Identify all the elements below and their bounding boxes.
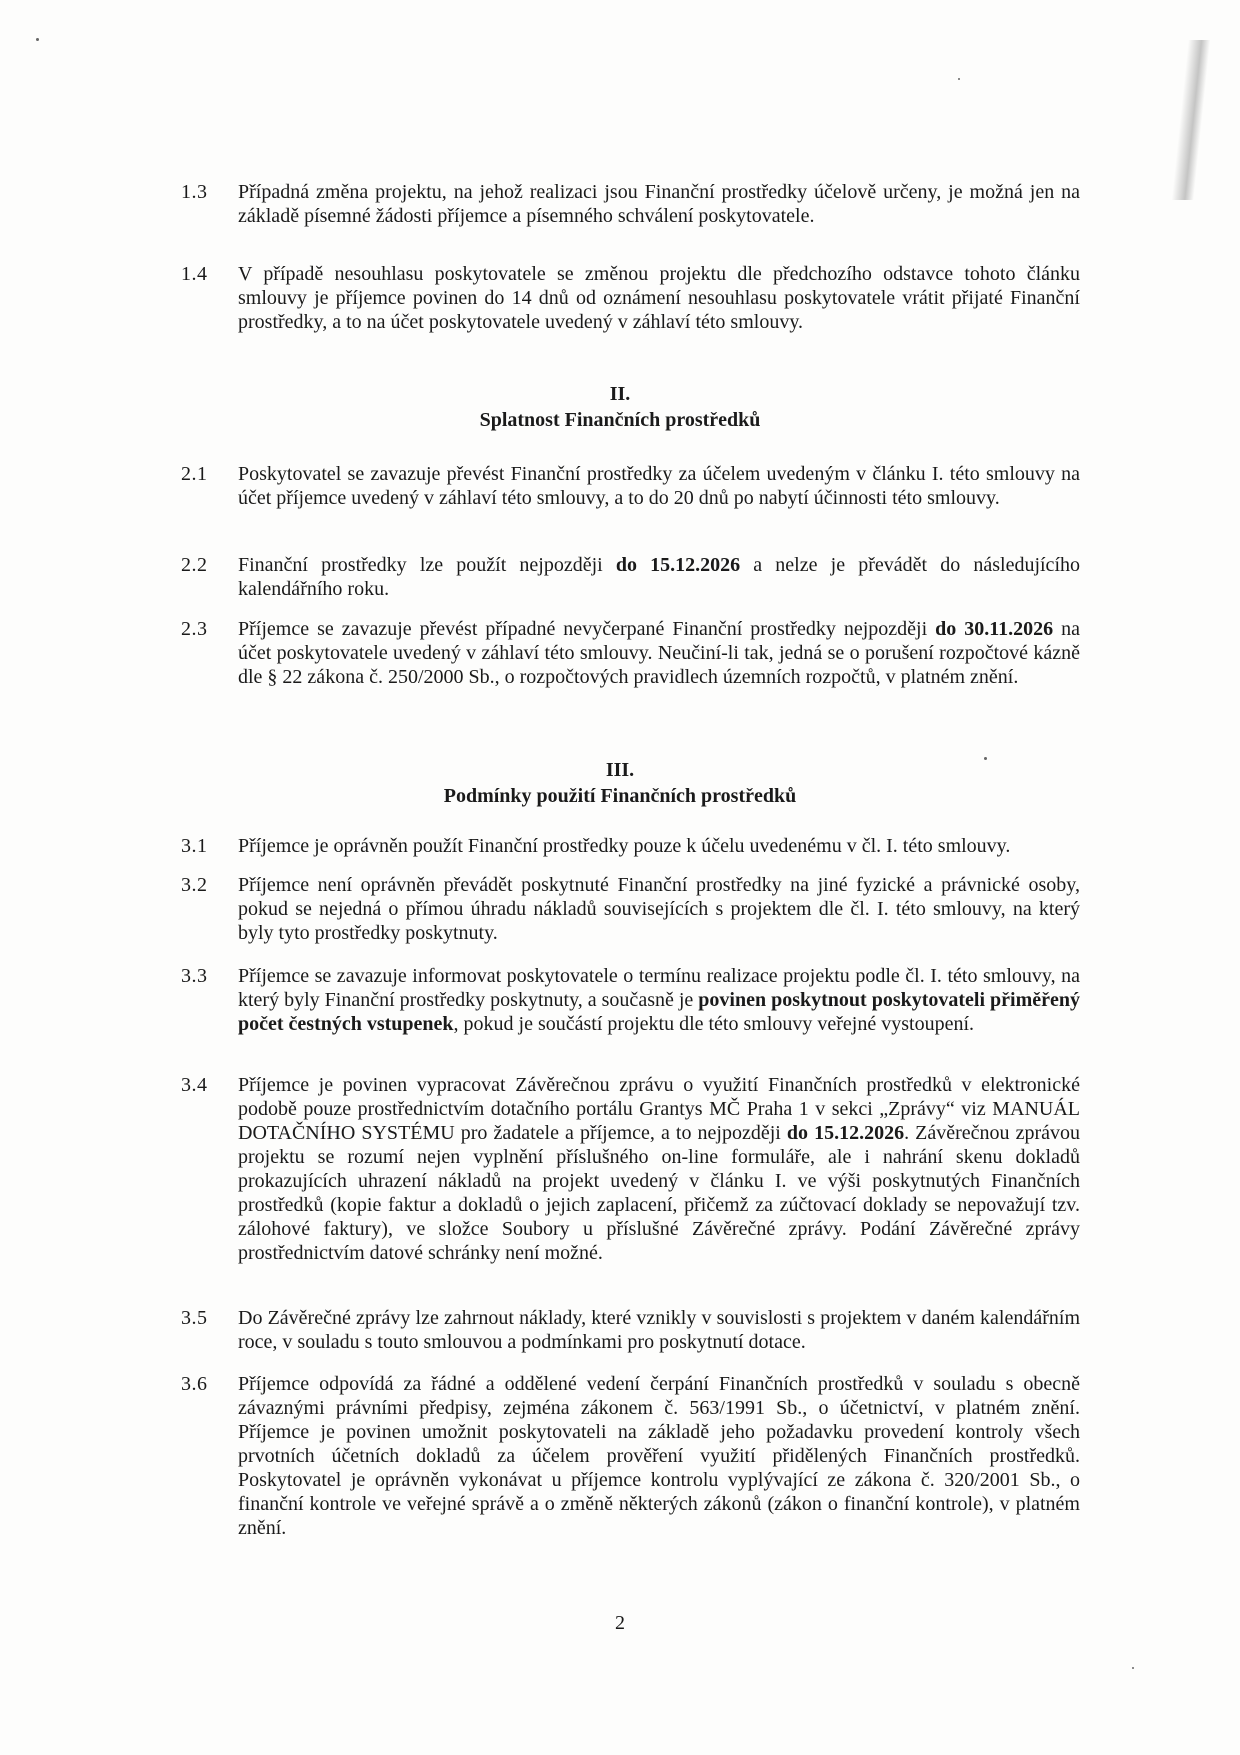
clause-text bbox=[238, 834, 1080, 858]
clause-text-run: Příjemce se zavazuje informovat poskytovatele o termínu realizace projektu podle čl. I. této smlouvy, na který byly Finanční prostředky poskytnuty, a současně je bbox=[238, 965, 1080, 1011]
clause-text bbox=[238, 1073, 1080, 1265]
clause-paragraph bbox=[238, 1073, 1080, 1265]
clause-paragraph: V případě nesouhlasu poskytovatele se změnou projektu dle předchozího odstavce tohoto článku smlouvy je příjemce povinen do 14 dnů od oznámení nesouhlasu poskytovatele vrátit přijaté Finanční prostředky, a to na účet poskytovatele uvedený v záhlaví této smlouvy. bbox=[238, 263, 1080, 333]
scan-speck bbox=[36, 38, 39, 41]
clause-number: 3.5 bbox=[181, 1307, 208, 1329]
scan-edge-shadow bbox=[1172, 40, 1211, 200]
clause-text bbox=[238, 180, 1080, 228]
clause-paragraph: Příjemce není oprávněn převádět poskytnuté Finanční prostředky na jiné fyzické a právnické osoby, pokud se nejedná o přímou úhradu nákladů souvisejících s projektem dle čl. I. této smlouvy, na který byly tyto prostředky poskytnuty. bbox=[238, 874, 1080, 944]
clause-text-run: Příjemce se zavazuje převést případné nevyčerpané Finanční prostředky nejpozději bbox=[238, 618, 936, 640]
deadline-date: do 15.12.2026 bbox=[786, 1122, 905, 1144]
clause-number: 1.3 bbox=[181, 181, 208, 203]
clause-number: 3.6 bbox=[181, 1373, 208, 1395]
clause-text bbox=[238, 262, 1080, 334]
section-title: Splatnost Finančních prostředků bbox=[479, 409, 761, 431]
section-roman-numeral: III. bbox=[605, 759, 635, 781]
clause-text-run: , pokud je součástí projektu dle této smlouvy veřejné vystoupení. bbox=[453, 1013, 975, 1035]
clause-text-run: Příjemce je povinen vypracovat Závěrečnou zprávu o využití Finančních prostředků v elektronické podobě pouze prostřednictvím dotačního portálu Grantys MČ Praha 1 v sekci „Zprávy“ viz MANUÁL DOTAČNÍHO SYSTÉMU pro žadatele a příjemce, a to nejpozději bbox=[238, 1074, 1080, 1144]
scan-speck bbox=[958, 78, 960, 80]
page-number: 2 bbox=[615, 1612, 625, 1634]
clause-number: 2.3 bbox=[181, 618, 208, 640]
clause-number: 3.4 bbox=[181, 1074, 208, 1096]
deadline-date: do 30.11.2026 bbox=[935, 618, 1054, 640]
clause-number: 2.1 bbox=[181, 463, 208, 485]
clause-number: 2.2 bbox=[181, 554, 208, 576]
clause-text bbox=[238, 617, 1080, 689]
clause-number: 1.4 bbox=[181, 263, 208, 285]
bold-obligation: povinen poskytnout poskytovateli přiměřený počet čestných vstupenek bbox=[238, 989, 1081, 1035]
deadline-date: do 15.12.2026 bbox=[615, 554, 741, 576]
clause-text bbox=[238, 1372, 1080, 1540]
clause-paragraph bbox=[238, 964, 1080, 1036]
section-roman-numeral: II. bbox=[609, 383, 631, 405]
clause-paragraph: Příjemce odpovídá za řádné a oddělené vedení čerpání Finančních prostředků v souladu s obecně závaznými právními předpisy, zejména zákonem č. 563/1991 Sb., o účetnictví, v platném znění. Příjemce je povinen umožnit poskytovateli na základě jeho požadavku provedení kontroly všech prvotních účetních dokladů za účelem prověření využití přidělených Finančních prostředků. Poskytovatel je oprávněn vykonávat u příjemce kontrolu vyplývající ze zákona č. 320/2001 Sb., o finanční kontrole ve veřejné správě a o změně některých zákonů (zákon o finanční kontrole), v platném znění. bbox=[238, 1373, 1080, 1539]
clause-text-run: Finanční prostředky lze použít nejpozději bbox=[238, 554, 616, 576]
clause-paragraph: Do Závěrečné zprávy lze zahrnout náklady, které vznikly v souvislosti s projektem v daném kalendářním roce, v souladu s touto smlouvou a podmínkami pro poskytnutí dotace. bbox=[238, 1307, 1080, 1353]
clause-paragraph: Případná změna projektu, na jehož realizaci jsou Finanční prostředky účelově určeny, je možná jen na základě písemné žádosti příjemce a písemného schválení poskytovatele. bbox=[238, 181, 1080, 227]
clause-text-run: . Závěrečnou zprávou projektu se rozumí nejen vyplnění příslušného on-line formuláře, ale i nahrání skenu dokladů prokazujících uhrazení nákladů na projekt uvedený v článku I. ve výši poskytnutých Finančních prostředků (kopie faktur a dokladů o jejich zaplacení, přičemž za zúčtovací doklady se nepovažují tzv. zálohové faktury), ve složce Soubory u příslušné Závěrečné zprávy. Podání Závěrečné zprávy prostřednictvím datové schránky není možné. bbox=[238, 1122, 1080, 1264]
clause-number: 3.1 bbox=[181, 835, 208, 857]
clause-text bbox=[238, 1306, 1080, 1354]
clause-text-run: na účet poskytovatele uvedený v záhlaví této smlouvy. Neučiní-li tak, jedná se o porušení rozpočtové kázně dle § 22 zákona č. 250/2000 Sb., o rozpočtových pravidlech územních rozpočtů, v platném znění. bbox=[238, 618, 1080, 688]
clause-paragraph bbox=[238, 553, 1080, 601]
clause-text bbox=[238, 964, 1080, 1036]
scan-speck bbox=[1132, 1667, 1134, 1669]
clause-paragraph: Poskytovatel se zavazuje převést Finanční prostředky za účelem uvedeným v článku I. této smlouvy na účet příjemce uvedený v záhlaví této smlouvy, a to do 20 dnů po nabytí účinnosti této smlouvy. bbox=[238, 463, 1080, 509]
section-title: Podmínky použití Finančních prostředků bbox=[443, 785, 797, 807]
clause-paragraph: Příjemce je oprávněn použít Finanční prostředky pouze k účelu uvedenému v čl. I. této smlouvy. bbox=[238, 835, 1011, 857]
clause-paragraph bbox=[238, 617, 1080, 689]
clause-number: 3.3 bbox=[181, 965, 208, 987]
clause-text-run: a nelze je převádět do následujícího kalendářního roku. bbox=[238, 554, 1080, 600]
clause-number: 3.2 bbox=[181, 874, 208, 896]
clause-text bbox=[238, 873, 1080, 945]
clause-text bbox=[238, 462, 1080, 510]
clause-text bbox=[238, 553, 1080, 601]
